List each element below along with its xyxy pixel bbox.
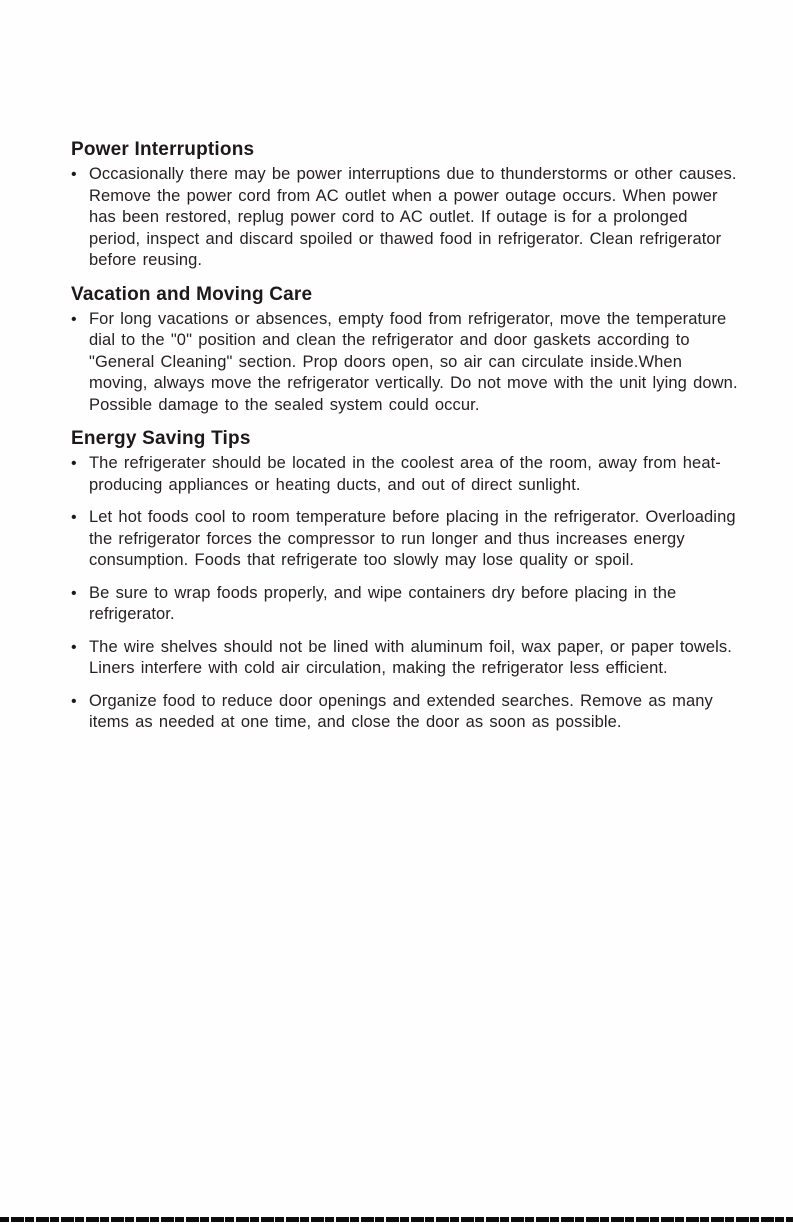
bullet-text: Organize food to reduce door openings and extended searches. Remove as many items as needed at one time, and close the door as soon as possible. <box>89 691 713 731</box>
bullet-icon: • <box>71 310 77 328</box>
bullet-icon: • <box>71 166 77 183</box>
bullet-text: The wire shelves should not be lined with aluminum foil, wax paper, or paper towels. Liners interfere with cold air circulation, making the refrigerator less efficient. <box>89 637 732 677</box>
bullet-icon: • <box>71 455 77 472</box>
page-bottom-dashed-trim-line <box>0 1217 793 1222</box>
bullet-text: The refrigerater should be located in the coolest area of the room, away from heat-producing appliances or heating ducts, and out of direct sunlight. <box>89 454 721 494</box>
list-item <box>71 691 739 734</box>
section-vacation-and-moving-care <box>71 283 739 417</box>
section-heading: Power Interruptions <box>71 139 255 160</box>
list-item <box>71 637 739 680</box>
list-item <box>71 164 739 272</box>
list-item <box>71 507 739 572</box>
list-item <box>71 583 739 626</box>
bullet-text: Be sure to wrap foods properly, and wipe containers dry before placing in the refrigerator. <box>89 583 677 623</box>
bullet-text: For long vacations or absences, empty food from refrigerator, move the temperature dial to the "0" position and clean the refrigerator and door gaskets according to "General Cleaning" section. Prop doors open, so air can circulate inside.When moving, always move the refrigerator vertically. Do not move with the unit lying down. Possible damage to the sealed system could occur. <box>89 309 738 414</box>
bullet-icon: • <box>71 692 77 710</box>
section-power-interruptions <box>71 138 739 272</box>
section-heading: Energy Saving Tips <box>71 428 251 449</box>
bullet-text: Occasionally there may be power interruptions due to thunderstorms or other causes. Remove the power cord from AC outlet when a power outage occurs. When power has been restored, replug power cord to AC outlet. If outage is for a prolonged period, inspect and discard spoiled or thawed food in refrigerator. Clean refrigerator before reusing. <box>89 165 737 269</box>
list-item <box>71 453 739 496</box>
bullet-icon: • <box>71 584 77 602</box>
bullet-icon: • <box>71 638 77 656</box>
list-item <box>71 309 739 417</box>
bullet-text: Let hot foods cool to room temperature before placing in the refrigerator. Overloading the refrigerator forces the compressor to run longer and thus increases energy consumption. Foods that refrigerate too slowly may lose quality or spoil. <box>89 508 736 569</box>
section-heading: Vacation and Moving Care <box>71 283 313 305</box>
section-energy-saving-tips <box>71 427 739 734</box>
page-content <box>71 138 739 745</box>
bullet-icon: • <box>71 509 77 526</box>
